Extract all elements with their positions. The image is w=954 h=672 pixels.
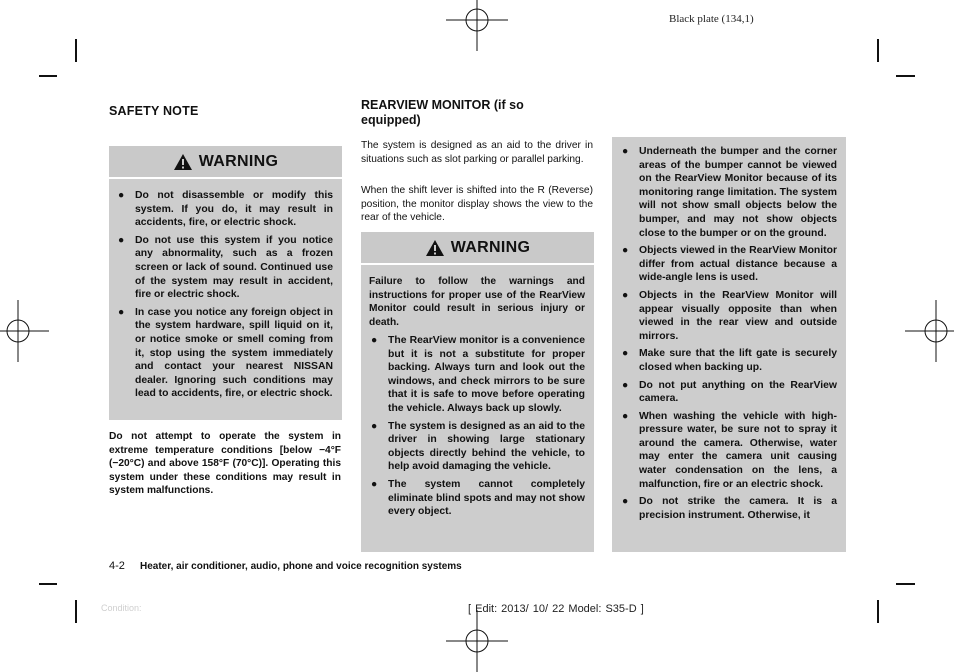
page-number: 4-2 bbox=[109, 560, 125, 572]
registration-mark-icon bbox=[905, 300, 954, 362]
registration-mark-icon bbox=[0, 300, 49, 362]
condition-label: Condition: bbox=[101, 603, 142, 613]
plate-label: Black plate (134,1) bbox=[669, 13, 754, 25]
warning-box-rearview bbox=[361, 232, 594, 552]
list-item: ● Do not disassemble or modify this system. If you do, it may result in accidents, fire, or electric shock. bbox=[118, 190, 333, 229]
list-item: ● When washing the vehicle with high-pressure water, be sure not to spray it around the camera. Otherwise, water may enter the camera unit causing water condensation on the lens, a malfunction, fire or an electric shock. bbox=[622, 410, 837, 490]
warning-list bbox=[368, 334, 585, 523]
bullet-icon: ● bbox=[622, 379, 629, 391]
list-item: ● The system is designed as an aid to the driver in showing large stationary objects directly behind the vehicle, to help avoid damaging the vehicle. bbox=[371, 420, 585, 473]
list-item: ● Underneath the bumper and the corner areas of the bumper cannot be viewed on the RearView Monitor because of its monitoring range limitation. The system will not show small objects below the bumper, and may not show objects close to the bumper or on the ground. bbox=[622, 146, 837, 239]
section-heading-safety-note: SAFETY NOTE bbox=[109, 104, 199, 118]
section-heading-rearview-monitor: REARVIEW MONITOR (if so equipped) bbox=[361, 98, 524, 127]
crop-mark bbox=[75, 39, 77, 62]
body-paragraph: The system is designed as an aid to the driver in situations such as slot parking or parallel parking. bbox=[361, 140, 593, 165]
warning-box-continued bbox=[612, 137, 846, 552]
bullet-icon: ● bbox=[622, 146, 629, 157]
bullet-icon: ● bbox=[371, 335, 378, 346]
edit-info: [ Edit: 2013/ 10/ 22 Model: S35-D ] bbox=[468, 603, 644, 615]
bullet-icon: ● bbox=[622, 410, 629, 422]
warning-intro: Failure to follow the warnings and instructions for proper use of the RearView Monitor could result in serious injury or death. bbox=[369, 276, 585, 328]
bullet-icon: ● bbox=[622, 348, 629, 360]
list-item: ● Do not strike the camera. It is a precision instrument. Otherwise, it bbox=[622, 496, 837, 521]
bullet-icon: ● bbox=[622, 289, 629, 301]
bullet-icon: ● bbox=[118, 234, 125, 246]
bullet-icon: ● bbox=[371, 420, 378, 432]
list-item: ● Do not put anything on the RearView camera. bbox=[622, 379, 837, 405]
registration-mark-icon bbox=[446, 0, 508, 51]
list-item: ● In case you notice any foreign object in the system hardware, spill liquid on it, or notice smoke or smell coming from it, stop using the system immediately and contact your nearest NISSAN dealer. Ignoring such conditions may lead to accidents, fire, or electric shock. bbox=[118, 306, 333, 400]
warning-list bbox=[619, 145, 837, 526]
crop-mark bbox=[75, 600, 77, 623]
warning-triangle-icon bbox=[173, 153, 193, 171]
bullet-icon: ● bbox=[622, 245, 629, 257]
warning-header bbox=[361, 232, 594, 265]
list-item: ● The system cannot completely eliminate blind spots and may not show every object. bbox=[371, 478, 585, 518]
bullet-icon: ● bbox=[118, 306, 125, 318]
list-item: ● Objects viewed in the RearView Monitor differ from actual distance because a wide-angle lens is used. bbox=[622, 245, 837, 284]
warning-list bbox=[115, 189, 333, 405]
warning-triangle-icon bbox=[425, 239, 445, 257]
list-item: ● The RearView monitor is a convenience but it is not a substitute for proper backing. Always turn and look out the windows, and check mirrors to be sure that it is safe to move before operating the vehicle. Always back up slowly. bbox=[371, 335, 585, 414]
warning-title: WARNING bbox=[198, 152, 279, 170]
list-item: ● Objects in the RearView Monitor will appear visually opposite than when viewed in the rear view and outside mirrors. bbox=[622, 289, 837, 342]
crop-mark bbox=[896, 583, 915, 585]
section-title: Heater, air conditioner, audio, phone and voice recognition systems bbox=[140, 561, 462, 572]
list-item: ● Do not use this system if you notice any abnormality, such as a frozen screen or lack of sound. Continued use of the system may result in accident, fire or electric shock. bbox=[118, 234, 333, 301]
warning-title: WARNING bbox=[450, 238, 531, 256]
bullet-icon: ● bbox=[371, 478, 378, 490]
bullet-icon: ● bbox=[622, 496, 629, 508]
warning-box-safety bbox=[109, 146, 342, 420]
temperature-note: Do not attempt to operate the system in extreme temperature conditions [below −4°F (−20°C) and above 158°F (70°C)]. Operating this system under these conditions may result in system malfunctions. bbox=[109, 431, 341, 497]
crop-mark bbox=[877, 39, 879, 62]
body-paragraph: When the shift lever is shifted into the R (Reverse) position, the monitor display shows the view to the rear of the vehicle. bbox=[361, 185, 593, 224]
registration-mark-icon bbox=[446, 610, 508, 672]
crop-mark bbox=[877, 600, 879, 623]
crop-mark bbox=[896, 75, 915, 77]
warning-header bbox=[109, 146, 342, 179]
list-item: ● Make sure that the lift gate is securely closed when backing up. bbox=[622, 348, 837, 373]
bullet-icon: ● bbox=[118, 190, 125, 201]
crop-mark bbox=[39, 75, 57, 77]
crop-mark bbox=[39, 583, 57, 585]
